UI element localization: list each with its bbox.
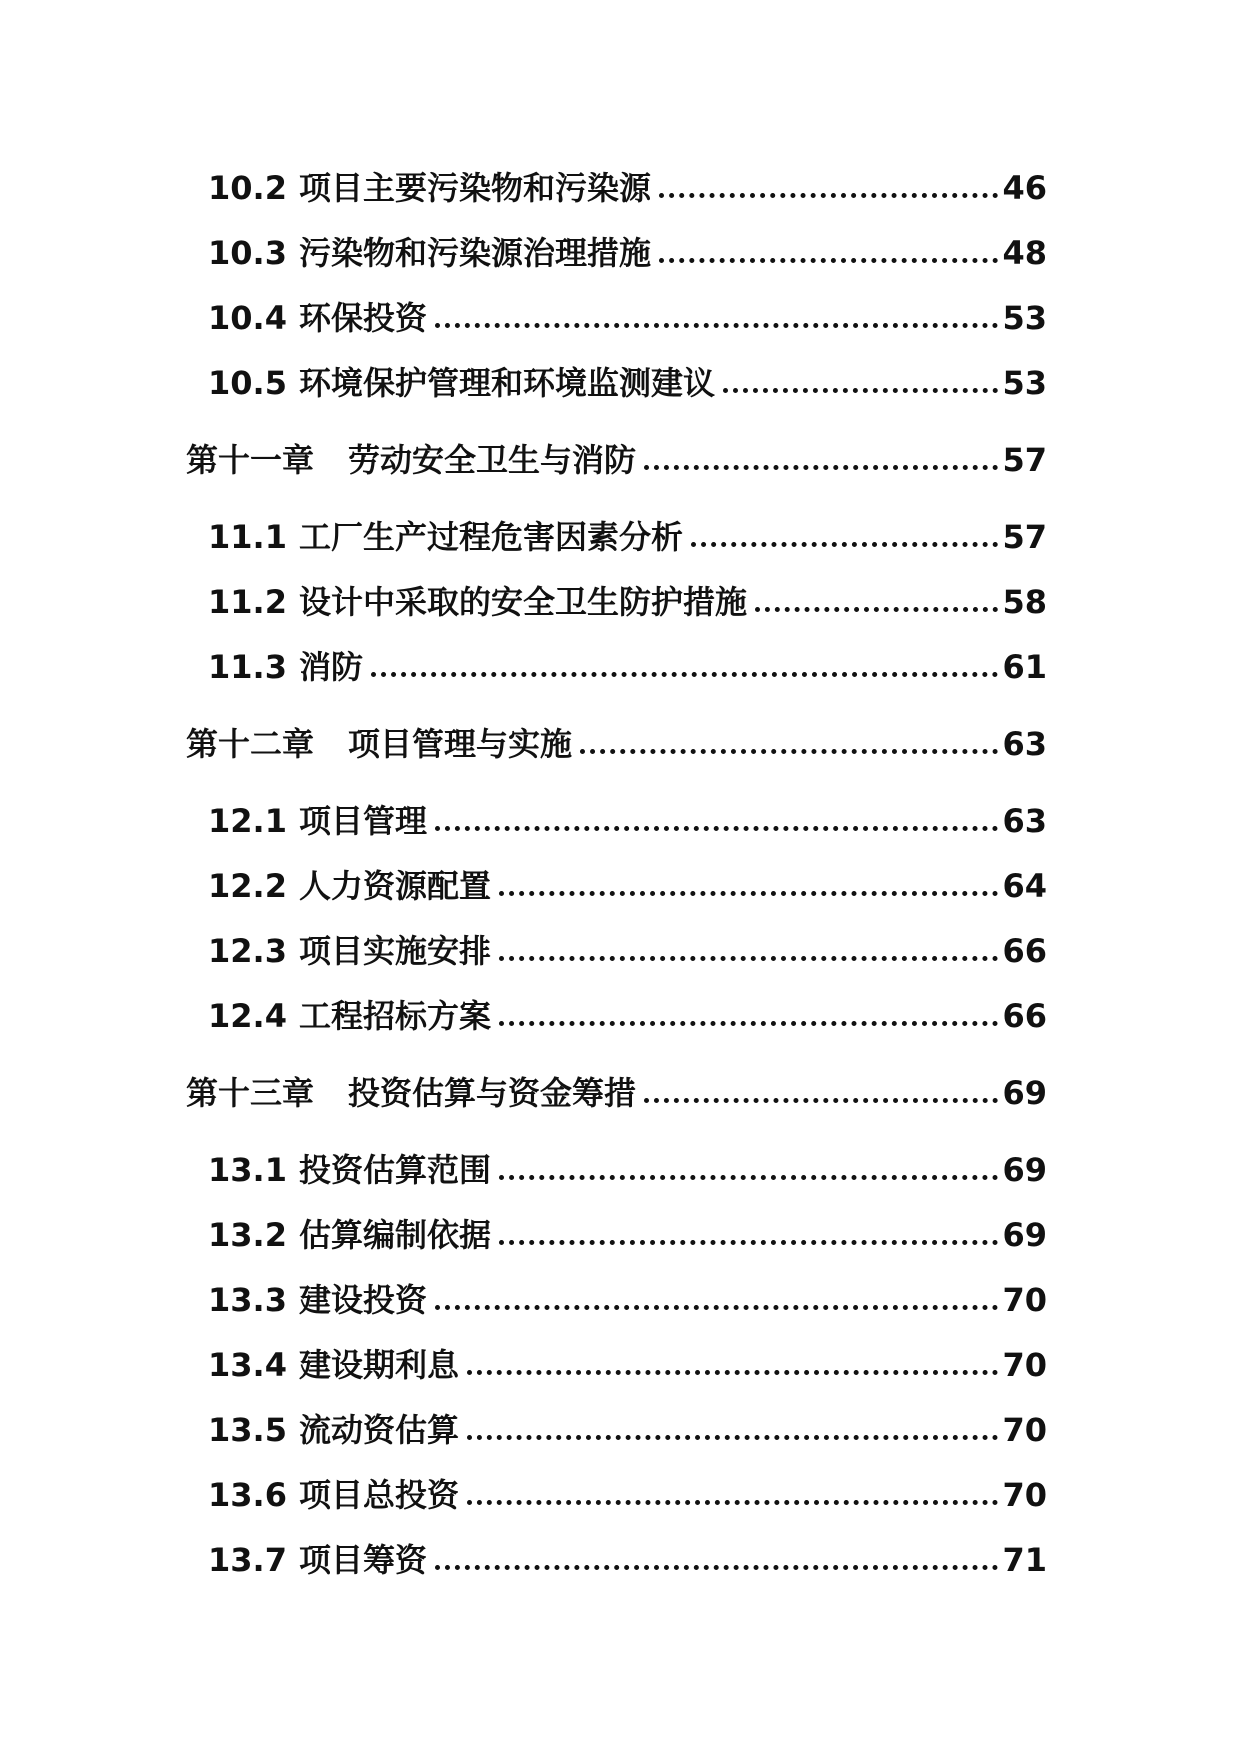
dot-leader	[691, 542, 999, 547]
toc-entry-page: 70	[1002, 1281, 1047, 1319]
dot-leader	[499, 1021, 999, 1026]
toc-entry-10-3[interactable]	[208, 225, 1047, 273]
toc-entry-number: 10.2	[208, 169, 287, 207]
dot-leader	[371, 672, 999, 677]
toc-entry-title: 估算编制依据	[298, 1216, 491, 1254]
toc-entry-page: 64	[1002, 867, 1047, 905]
toc-entry-page: 69	[1002, 1216, 1047, 1254]
dot-leader	[499, 1240, 999, 1245]
toc-chapter-title: 劳动安全卫生与消防	[348, 441, 637, 479]
dot-leader	[659, 258, 999, 263]
toc-entry-number: 13.7	[208, 1541, 287, 1579]
dot-leader	[435, 1565, 999, 1570]
toc-chapter-title: 投资估算与资金筹措	[348, 1074, 637, 1112]
toc-entry-title: 环保投资	[298, 299, 427, 337]
dot-leader	[499, 956, 999, 961]
dot-leader	[435, 323, 999, 328]
toc-entry-13-7[interactable]	[208, 1532, 1047, 1580]
toc-entry-page: 70	[1002, 1346, 1047, 1384]
toc-entry-number: 12.1	[208, 802, 287, 840]
toc-entry-13-6[interactable]	[208, 1467, 1047, 1515]
dot-leader	[755, 607, 999, 612]
toc-chapter-page: 69	[1002, 1074, 1047, 1112]
toc-entry-number: 13.3	[208, 1281, 287, 1319]
toc-entry-page: 58	[1002, 583, 1047, 621]
toc-entry-number: 13.6	[208, 1476, 287, 1514]
toc-entry-page: 69	[1002, 1151, 1047, 1189]
toc-entry-page: 63	[1002, 802, 1047, 840]
toc-entry-number: 11.1	[208, 518, 287, 556]
toc-entry-number: 13.5	[208, 1411, 287, 1449]
dot-leader	[644, 465, 998, 470]
toc-chapter-13[interactable]	[186, 1065, 1047, 1113]
toc-entry-10-4[interactable]	[208, 290, 1047, 338]
toc-entry-number: 13.2	[208, 1216, 287, 1254]
toc-entry-title: 建设投资	[298, 1281, 427, 1319]
toc-entry-13-3[interactable]	[208, 1272, 1047, 1320]
dot-leader	[499, 1175, 999, 1180]
dot-leader	[659, 193, 999, 198]
toc-entry-number: 12.2	[208, 867, 287, 905]
toc-entry-title: 流动资估算	[298, 1411, 459, 1449]
toc-entry-11-1[interactable]	[208, 509, 1047, 557]
toc-chapter-number: 第十一章	[186, 441, 315, 479]
toc-entry-page: 71	[1002, 1541, 1047, 1579]
toc-entry-title: 投资估算范围	[298, 1151, 491, 1189]
dot-leader	[723, 388, 999, 393]
toc-entry-title: 项目管理	[298, 802, 427, 840]
toc-chapter-11[interactable]	[186, 432, 1047, 480]
toc-entry-page: 70	[1002, 1411, 1047, 1449]
toc-entry-title: 消防	[298, 648, 363, 686]
toc-entry-11-2[interactable]	[208, 574, 1047, 622]
toc-entry-12-4[interactable]	[208, 988, 1047, 1036]
toc-entry-number: 12.4	[208, 997, 287, 1035]
toc-entry-page: 53	[1002, 364, 1047, 402]
dot-leader	[467, 1435, 999, 1440]
toc-chapter-12[interactable]	[186, 716, 1047, 764]
toc-entry-title: 环境保护管理和环境监测建议	[298, 364, 715, 402]
toc-entry-number: 13.1	[208, 1151, 287, 1189]
toc-chapter-title: 项目管理与实施	[348, 725, 573, 763]
toc-entry-12-3[interactable]	[208, 923, 1047, 971]
toc-entry-page: 70	[1002, 1476, 1047, 1514]
toc-entry-page: 61	[1002, 648, 1047, 686]
dot-leader	[644, 1098, 998, 1103]
toc-entry-title: 项目筹资	[298, 1541, 427, 1579]
toc-chapter-page: 63	[1002, 725, 1047, 763]
toc-entry-page: 46	[1002, 169, 1047, 207]
toc-entry-title: 工厂生产过程危害因素分析	[298, 518, 683, 556]
toc-entry-title: 工程招标方案	[298, 997, 491, 1035]
toc-entry-11-3[interactable]	[208, 639, 1047, 687]
toc-entry-title: 设计中采取的安全卫生防护措施	[298, 583, 747, 621]
toc-entry-number: 12.3	[208, 932, 287, 970]
toc-chapter-number: 第十二章	[186, 725, 315, 763]
dot-leader	[580, 749, 998, 754]
toc-entry-13-4[interactable]	[208, 1337, 1047, 1385]
toc-chapter-page: 57	[1002, 441, 1047, 479]
dot-leader	[435, 826, 999, 831]
toc-entry-title: 污染物和污染源治理措施	[298, 234, 651, 272]
dot-leader	[435, 1305, 999, 1310]
toc-entry-number: 11.3	[208, 648, 287, 686]
toc-entry-title: 人力资源配置	[298, 867, 491, 905]
toc-entry-title: 项目实施安排	[298, 932, 491, 970]
toc-entry-page: 66	[1002, 932, 1047, 970]
dot-leader	[499, 891, 999, 896]
toc-entry-number: 10.5	[208, 364, 287, 402]
toc-entry-page: 57	[1002, 518, 1047, 556]
toc-entry-number: 13.4	[208, 1346, 287, 1384]
toc-entry-13-5[interactable]	[208, 1402, 1047, 1450]
dot-leader	[467, 1370, 999, 1375]
toc-entry-13-1[interactable]	[208, 1142, 1047, 1190]
toc-entry-13-2[interactable]	[208, 1207, 1047, 1255]
toc-entry-10-5[interactable]	[208, 355, 1047, 403]
toc-chapter-number: 第十三章	[186, 1074, 315, 1112]
toc-entry-title: 项目总投资	[298, 1476, 459, 1514]
toc-entry-number: 10.3	[208, 234, 287, 272]
toc-entry-page: 48	[1002, 234, 1047, 272]
toc-entry-10-2[interactable]	[208, 160, 1047, 208]
toc-entry-title: 建设期利息	[298, 1346, 459, 1384]
dot-leader	[467, 1500, 999, 1505]
toc-entry-title: 项目主要污染物和污染源	[298, 169, 651, 207]
toc-entry-number: 11.2	[208, 583, 287, 621]
toc-entry-12-2[interactable]	[208, 858, 1047, 906]
toc-entry-page: 66	[1002, 997, 1047, 1035]
toc-entry-page: 53	[1002, 299, 1047, 337]
toc-entry-number: 10.4	[208, 299, 287, 337]
toc-entry-12-1[interactable]	[208, 793, 1047, 841]
